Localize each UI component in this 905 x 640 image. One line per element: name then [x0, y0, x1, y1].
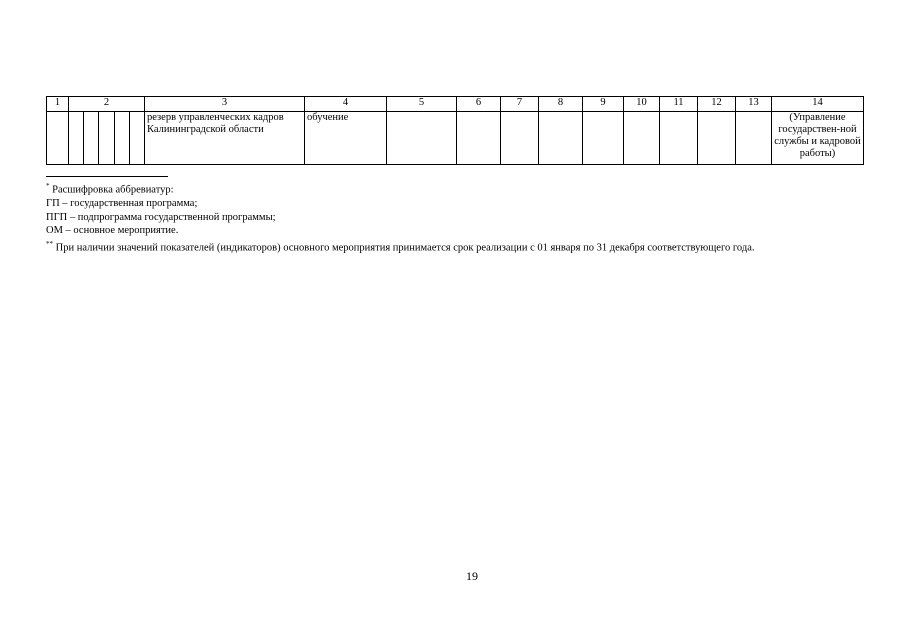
table-row — [47, 112, 864, 165]
footnote-period-note — [46, 238, 755, 255]
header-cell: 2 — [69, 97, 145, 112]
header-cell: 3 — [145, 97, 305, 112]
responsible-cell: (Управление государствен-ной службы и кадровой работы) — [772, 112, 864, 165]
header-cell: 6 — [457, 97, 501, 112]
footnote-mark: * — [46, 182, 50, 190]
footnote-divider — [46, 176, 168, 177]
subcell — [129, 112, 144, 164]
header-cell: 14 — [772, 97, 864, 112]
subcell — [83, 112, 98, 164]
table-cell — [501, 112, 539, 165]
header-cell: 8 — [539, 97, 583, 112]
footnote-title-text: Расшифровка аббревиатур: — [52, 184, 174, 196]
table-cell — [624, 112, 660, 165]
footnote-item: ПГП – подпрограмма государственной программы; — [46, 211, 276, 223]
page-number: 19 — [466, 569, 478, 583]
subcell — [114, 112, 129, 164]
table-cell — [660, 112, 698, 165]
footnote-item: ОМ – основное мероприятие. — [46, 225, 179, 236]
measure-type-cell: обучение — [305, 112, 387, 165]
table-cell — [583, 112, 624, 165]
footnote-item: ГП – государственная программа; — [46, 198, 198, 209]
header-cell: 10 — [624, 97, 660, 112]
subcell — [98, 112, 113, 164]
table-cell — [736, 112, 772, 165]
measures-table — [46, 96, 864, 165]
table-header-row — [47, 97, 864, 112]
footnotes — [46, 176, 755, 255]
table-cell — [387, 112, 457, 165]
header-cell: 13 — [736, 97, 772, 112]
table-cell — [457, 112, 501, 165]
header-cell: 9 — [583, 97, 624, 112]
table-cell — [698, 112, 736, 165]
header-cell: 12 — [698, 97, 736, 112]
header-cell: 11 — [660, 97, 698, 112]
footnote-period-text: При наличии значений показателей (индикаторов) основного мероприятия принимается срок реализации с 01 января по 31 декабря соответствующего года. — [55, 242, 755, 253]
footnote-mark: ** — [46, 239, 53, 248]
footnote-abbreviations-title — [46, 180, 755, 197]
table-cell — [47, 112, 69, 165]
header-cell: 7 — [501, 97, 539, 112]
header-cell: 4 — [305, 97, 387, 112]
header-cell: 1 — [47, 97, 69, 112]
code-subcells — [69, 112, 144, 164]
measure-name-cell: резерв управленческих кадров Калининградской области — [145, 112, 305, 165]
subcell — [69, 112, 83, 164]
header-cell: 5 — [387, 97, 457, 112]
table-cell — [539, 112, 583, 165]
table-cell-subdivided — [69, 112, 145, 165]
